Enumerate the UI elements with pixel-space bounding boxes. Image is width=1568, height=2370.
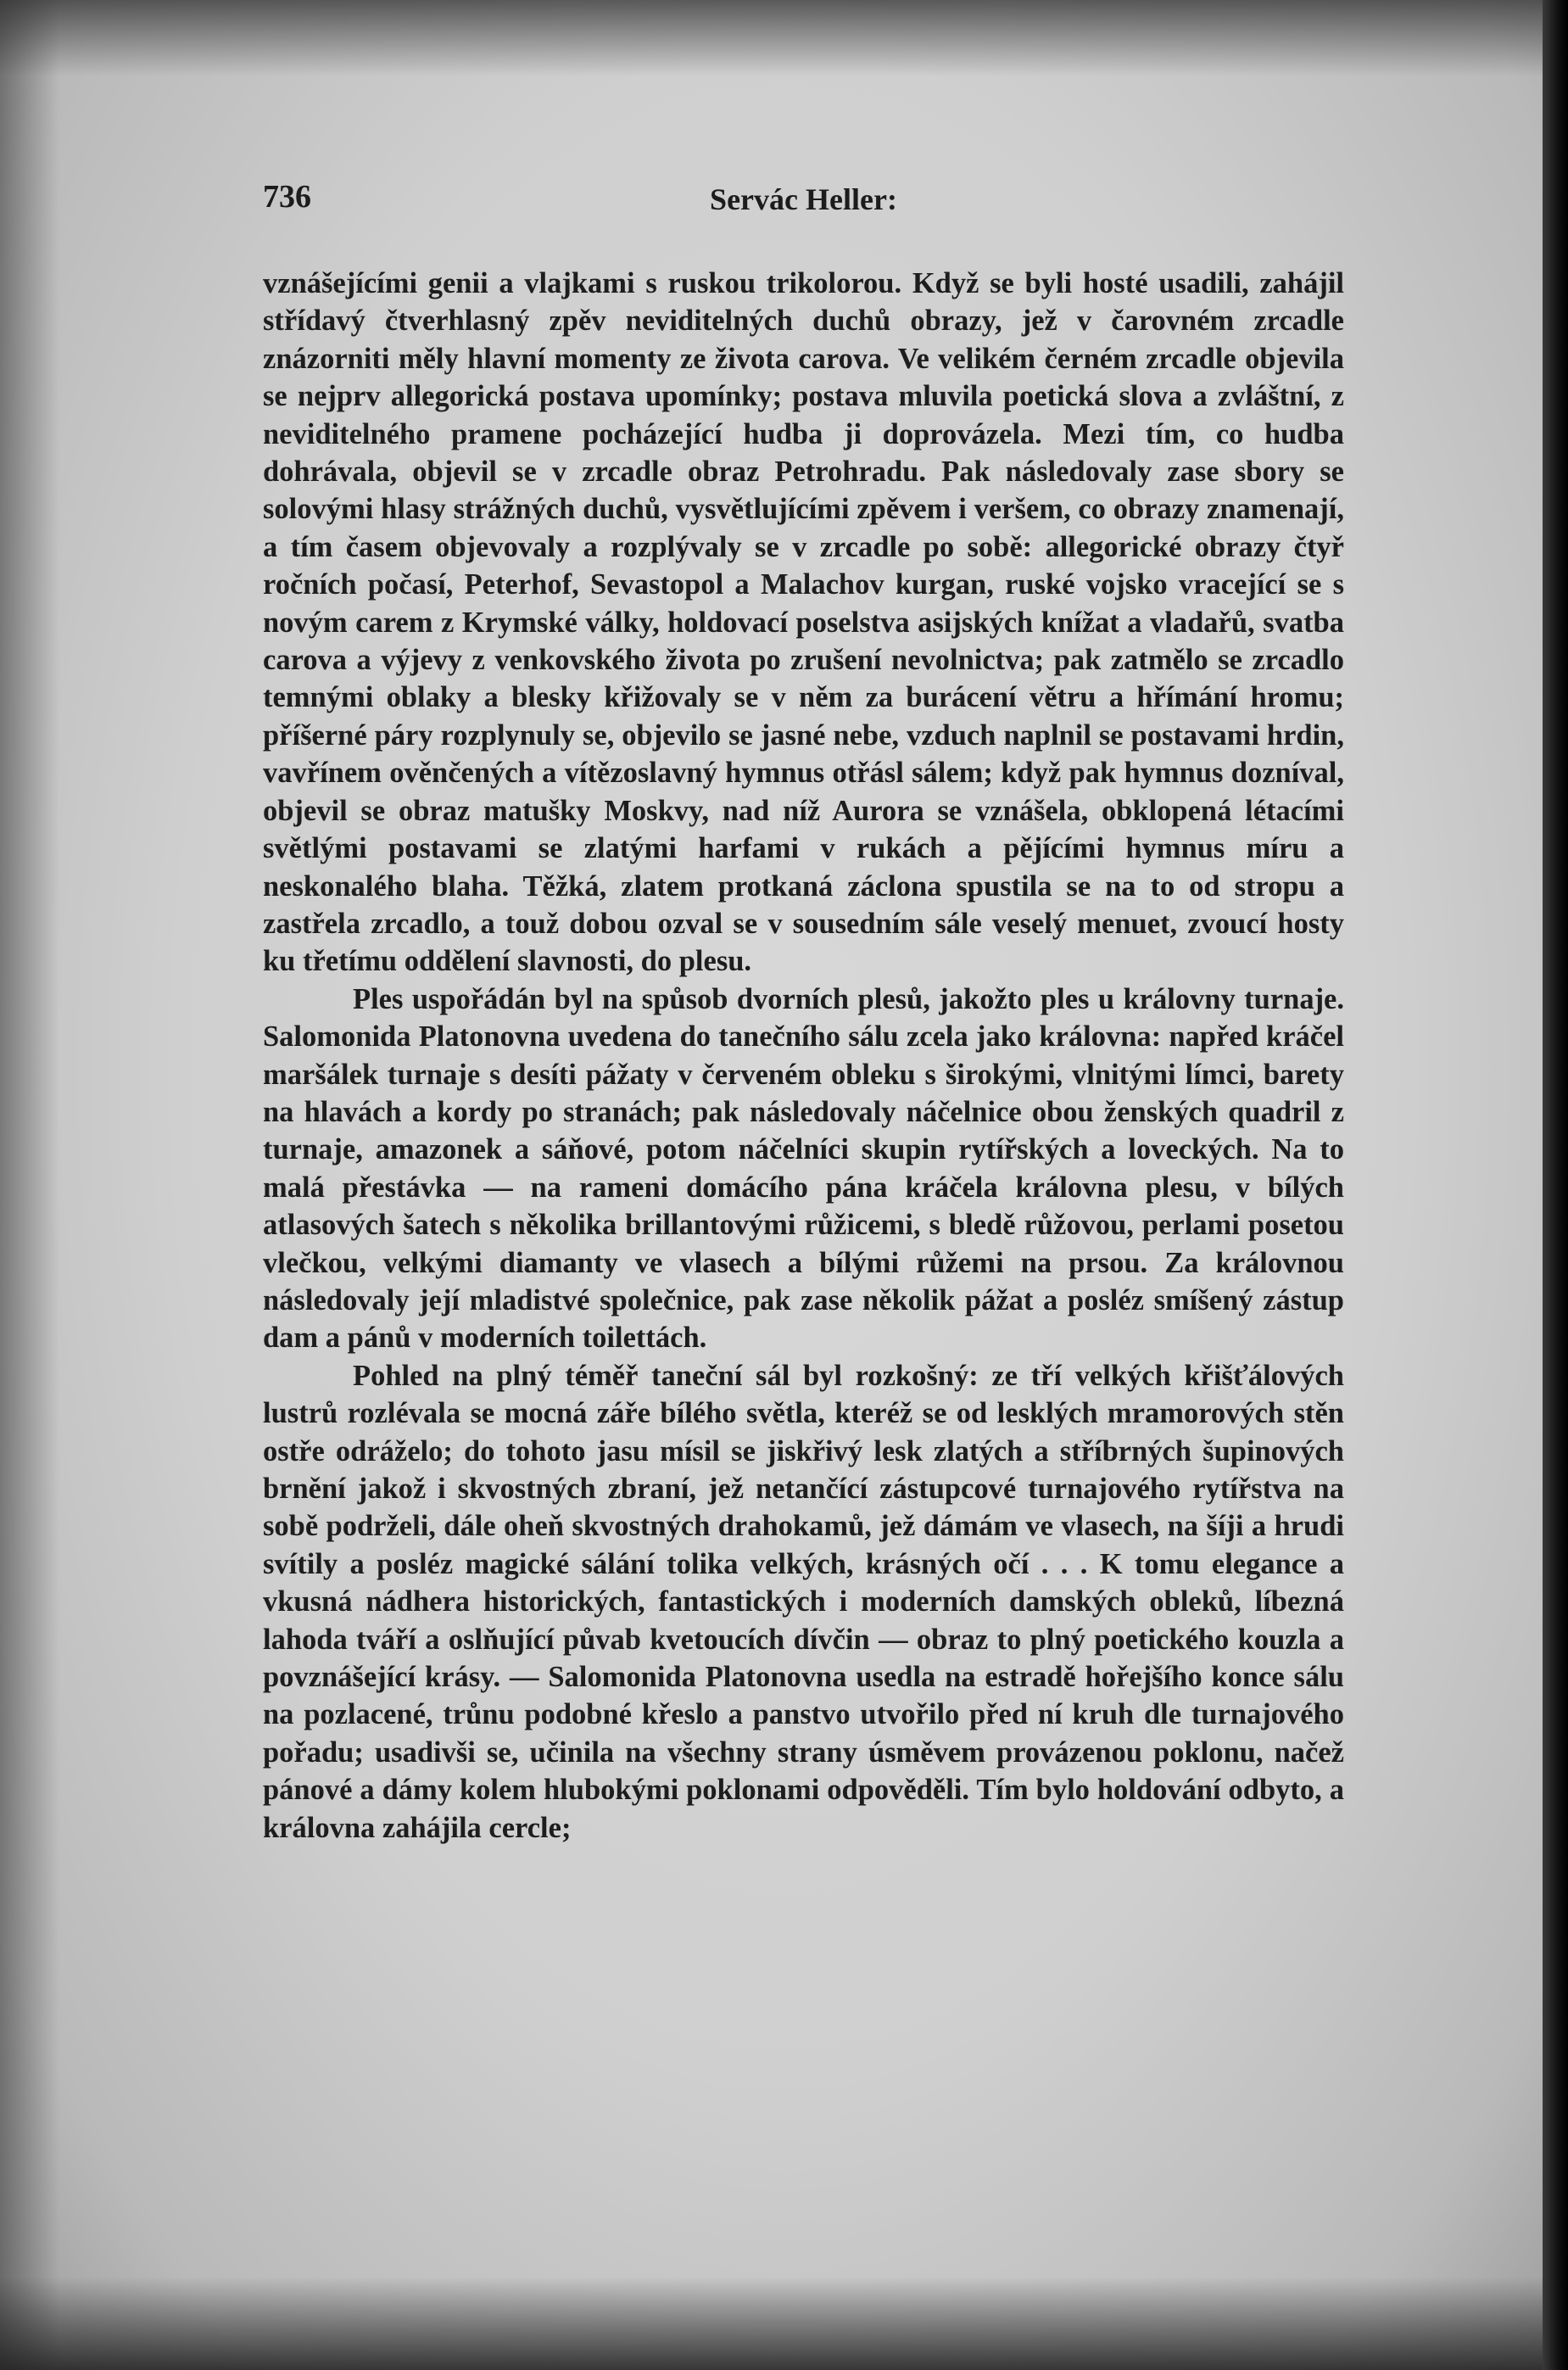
paragraph-3: Pohled na plný téměř taneční sál byl rozkošný: ze tří velkých křišťálových lustrů rozlévala se mocná záře bílého světla, kteréž se od lesklých mramorových stěn ostře odráželo; do tohoto jasu mísil se jiskřivý lesk zlatých a stříbrných šupinových brnění jakož i skvostných zbraní, jež netančící zástupcové turnajového rytířstva na sobě podrželi, dále oheň skvostných drahokamů, jež dámám ve vlasech, na šíji a hrudi svítily a posléz magické sálání tolika velkých, krásných očí . . . K tomu elegance a vkusná nádhera historických, fantastických i moderních damských obleků, líbezná lahoda tváří a oslňující půvab kvetoucích dívčin — obraz to plný poetického kouzla a povznášející krásy. — Salomonida Platonovna usedla na estradě hořejšího konce sálu na pozlacené, trůnu podobné křeslo a panstvo utvořilo před ní kruh dle turnajového pořadu; usadivši se, učinila na všechny strany úsměvem provázenou poklonu, načež pánové a dámy kolem hlubokými poklonami odpověděli. Tím bylo holdování odbyto, a královna zahájila cercle;: [263, 1359, 1344, 1844]
page-shadow-top: [0, 0, 1568, 76]
body-text: [263, 265, 1344, 1847]
paragraph-1: vznášejícími genii a vlajkami s ruskou trikolorou. Když se byli hosté usadili, zahájil střídavý čtverhlasný zpěv neviditelných duchů obrazy, jež v čarovném zrcadle znázorniti měly hlavní momenty ze života carova. Ve velikém černém zrcadle objevila se nejprv allegorická postava upomínky; postava mluvila poetická slova a zvláštní, z neviditelného pramene pocházející hudba ji doprovázela. Mezi tím, co hudba dohrávala, objevil se v zrcadle obraz Petrohradu. Pak následovaly zase sbory se solovými hlasy strážných duchů, vysvětlujícími zpěvem i veršem, co obrazy znamenají, a tím časem objevovaly a rozplývaly se v zrcadle po sobě: allegorické obrazy čtyř ročních počasí, Peterhof, Sevastopol a Malachov kurgan, ruské vojsko vracející se s novým carem z Krymské války, holdovací poselstva asijských knížat a vladařů, svatba carova a výjevy z venkovského života po zrušení nevolnictva; pak zatmělo se zrcadlo temnými oblaky a blesky křižovaly se v něm za burácení větru a hřímání hromu; příšerné páry rozplynuly se, objevilo se jasné nebe, vzduch naplnil se postavami hrdin, vavřínem ověnčených a vítězoslavný hymnus otřásl sálem; když pak hymnus dozníval, objevil se obraz matušky Moskvy, nad níž Aurora se vznášela, obklopená létacími světlými postavami se zlatými harfami v rukách a pějícími hymnus míru a neskonalého blaha. Těžká, zlatem protkaná záclona spustila se na to od stropu a zastřela zrcadlo, a touž dobou ozval se v sousedním sále veselý menuet, zvoucí hosty ku třetímu oddělení slavnosti, do plesu.: [263, 267, 1344, 978]
page-shadow-bottom: [0, 2277, 1568, 2370]
page-header: [263, 178, 1344, 229]
running-head: Servác Heller:: [710, 182, 897, 216]
page-number: 736: [263, 179, 311, 215]
page-edge-right: [1543, 0, 1568, 2370]
page-shadow-left: [0, 0, 59, 2370]
paragraph-2: Ples uspořádán byl na spůsob dvorních plesů, jakožto ples u královny turnaje. Salomonida Platonovna uvedena do tanečního sálu zcela jako královna: napřed kráčel maršálek turnaje s desíti pážaty v červeném obleku s širokými, vlnitými límci, barety na hlavách a kordy po stranách; pak následovaly náčelnice obou ženských quadril z turnaje, amazonek a sáňové, potom náčelníci skupin rytířských a loveckých. Na to malá přestávka — na rameni domácího pána kráčela královna plesu, v bílých atlasových šatech s několika brillantovými růžicemi, s bledě růžovou, perlami posetou vlečkou, velkými diamanty ve vlasech a bílými růžemi na prsou. Za královnou následovaly její mladistvé společnice, pak zase několik pážat a posléz smíšený zástup dam a pánů v moderních toilettách.: [263, 982, 1344, 1355]
